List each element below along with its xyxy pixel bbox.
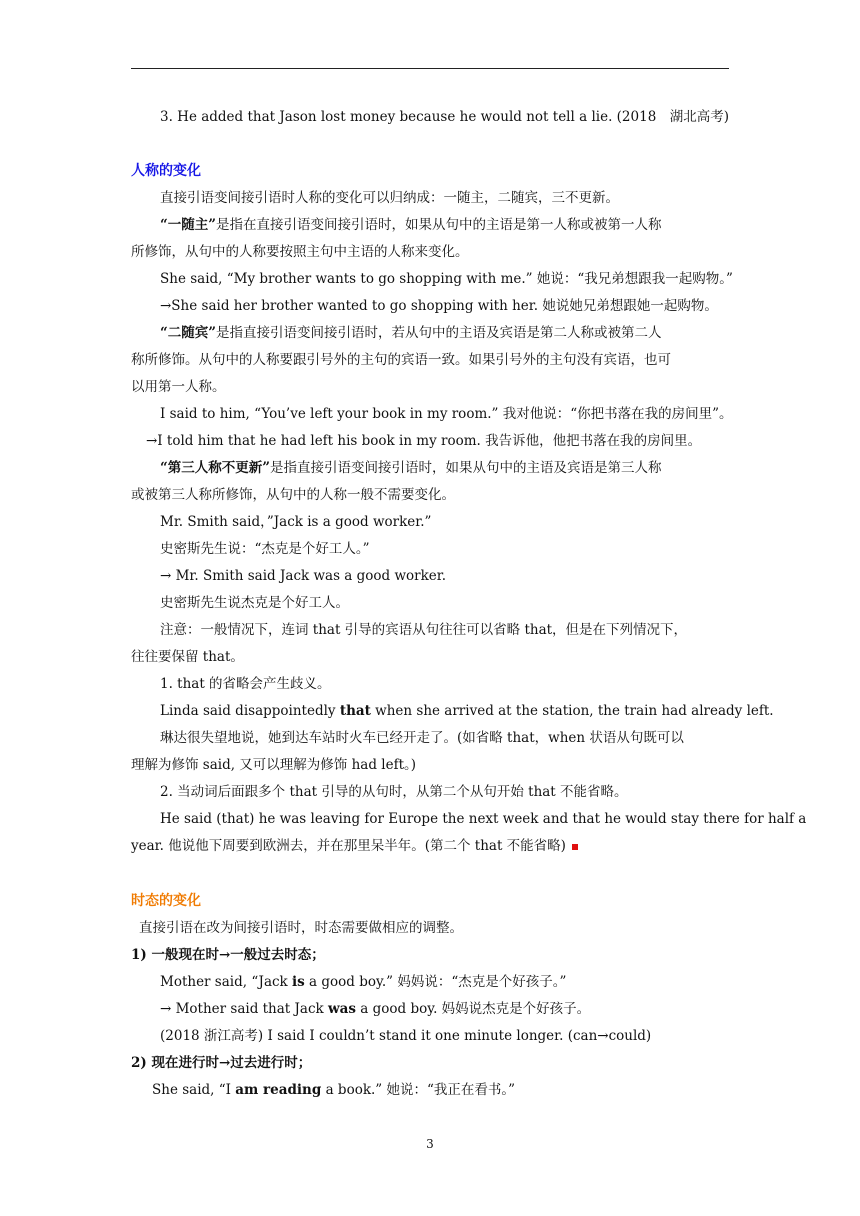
rule-heading: 1) 一般现在时→一般过去时态； [131,947,325,963]
emphasis: that [339,703,371,719]
example-sentence: →She said her brother wanted to go shopping with her. 她说她兄弟想跟她一起购物。 [160,298,718,314]
sentence-part: when she arrived at the station, the train had already left. [370,703,774,719]
example-translation: 理解为修饰 said, 又可以理解为修饰 had left。) [131,757,417,773]
example-sentence: I said to him, “You’ve left your book in my room.” 我对他说：“你把书落在我的房间里”。 [160,406,733,422]
paragraph-text: 是指直接引语变间接引语时，若从句中的主语及宾语是第二人称或被第二人 [216,325,662,341]
section-heading-person-change: 人称的变化 [131,163,201,179]
example-sentence [160,973,566,991]
paragraph-line: 称所修饰。从句中的人称要跟引号外的主句的宾语一致。如果引号外的主句没有宾语，也可 [131,352,671,368]
sentence-part: She said, “I [152,1082,236,1098]
sentence-part: → Mother said that Jack [160,1001,329,1017]
page-number: 3 [426,1137,434,1151]
term-third-person: “第三人称不更新” [160,460,271,476]
example-translation: 史密斯先生说：“杰克是个好工人。” [160,541,370,557]
note-line: 往往要保留 that。 [131,649,244,665]
sentence-part: a book.” 她说：“我正在看书。” [321,1082,516,1098]
list-item: 1. that 的省略会产生歧义。 [160,676,331,692]
emphasis: was [328,1001,356,1017]
example-sentence [160,1000,590,1018]
sentence-part: Linda said disappointedly [160,703,340,719]
example-sentence: (2018 浙江高考) I said I couldn’t stand it one minute longer. (can→could) [160,1028,652,1044]
example-sentence: Mr. Smith said，”Jack is a good worker.” [160,514,432,530]
paragraph-text: 是指在直接引语变间接引语时，如果从句中的主语是第一人称或被第一人称 [216,217,662,233]
example-sentence: 3. He added that Jason lost money because he would not tell a lie. (2018 湖北高考) [160,109,730,125]
rule-heading: 2) 现在进行时→过去进行时； [131,1055,312,1071]
paragraph-line: 所修饰，从句中的人称要按照主句中主语的人称来变化。 [131,244,469,260]
paragraph-line [160,459,662,477]
paragraph-line: 或被第三人称所修饰，从句中的人称一般不需要变化。 [131,487,455,503]
example-translation: 史密斯先生说杰克是个好工人。 [160,595,349,611]
sentence-part: a good boy.” 妈妈说：“杰克是个好孩子。” [304,974,567,990]
paragraph-text: 是指直接引语变间接引语时，如果从句中的主语及宾语是第三人称 [270,460,662,476]
example-translation [131,837,578,855]
emphasis: am reading [235,1082,322,1098]
example-sentence: →I told him that he had left his book in my room. 我告诉他，他把书落在我的房间里。 [146,433,702,449]
end-marker-icon [572,844,578,850]
sentence-part: Mother said, “Jack [160,974,293,990]
list-item: 2. 当动词后面跟多个 that 引导的从句时，从第二个从句开始 that 不能省略。 [160,784,628,800]
section-heading-tense-change: 时态的变化 [131,893,201,909]
example-sentence: → Mr. Smith said Jack was a good worker. [160,568,447,584]
example-sentence: He said (that) he was leaving for Europe the next week and that he would stay there for half a [160,811,807,827]
header-rule [131,68,729,69]
term-first-person: “一随主” [160,217,217,233]
example-sentence [160,702,774,720]
paragraph-line: 直接引语在改为间接引语时，时态需要做相应的调整。 [139,920,463,936]
paragraph-line [160,324,662,342]
example-translation: 琳达很失望地说，她到达车站时火车已经开走了。(如省略 that，when 状语从句既可以 [160,730,684,746]
example-sentence [152,1081,515,1099]
note-line: 注意：一般情况下，连词 that 引导的宾语从句往往可以省略 that，但是在下列情况下， [160,622,688,638]
paragraph-line [160,216,662,234]
paragraph-line: 直接引语变间接引语时人称的变化可以归纳成：一随主，二随宾，三不更新。 [160,190,619,206]
sentence-part: year. 他说他下周要到欧洲去，并在那里呆半年。(第二个 that 不能省略) [131,838,566,854]
paragraph-line: 以用第一人称。 [131,379,226,395]
term-second-person: “二随宾” [160,325,217,341]
example-sentence: She said, “My brother wants to go shopping with me.” 她说：“我兄弟想跟我一起购物。” [160,271,733,287]
sentence-part: a good boy. 妈妈说杰克是个好孩子。 [356,1001,591,1017]
emphasis: is [292,974,305,990]
